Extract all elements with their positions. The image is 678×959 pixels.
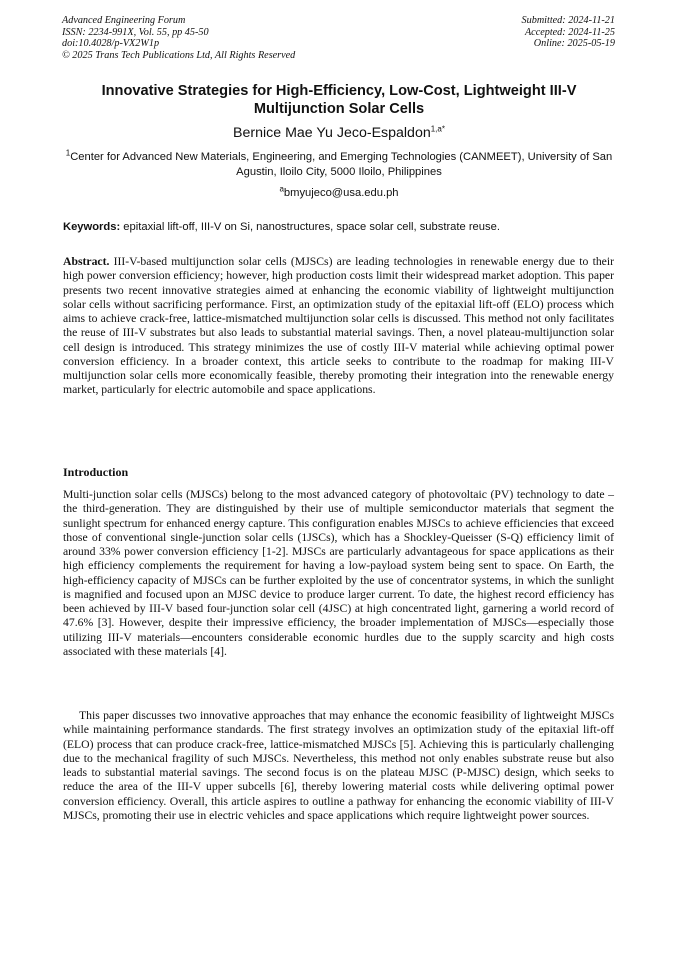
paper-title: Innovative Strategies for High-Efficiency, Low-Cost, Lightweight III-V Multijunction Solar Cells (101, 83, 577, 117)
author-superscript: 1,a* (430, 124, 445, 134)
abstract (63, 255, 614, 398)
affiliation-superscript: 1 (65, 148, 71, 158)
email-text: bmyujeco@usa.edu.ph (283, 187, 399, 199)
keywords (63, 220, 617, 234)
online-date: Online: 2025-05-19 (533, 38, 615, 50)
copyright-info: © 2025 Trans Tech Publications Ltd, All Rights Reserved (62, 49, 296, 61)
abstract-text: III-V-based multijunction solar cells (MJSCs) are leading technologies in renewable energy due to their high power conversion efficiency; however, high production costs limit their widespread market adoption. This paper presents two recent innovative strategies aimed at enhancing the economic viability of lightweight multijunction solar cells without sacrificing performance. First, an optimization study of the epitaxial lift-off (ELO) process which aims to achieve crack-free, lattice-mismatched multijunction solar cells is discussed. This method not only facilitates the reuse of III-V substrates but also leads to substantial material savings. Then, a novel plateau-multijunction solar cell design is introduced. This strategy minimizes the use of costly III-V material while achieving optimal power conversion efficiency. In a broader context, this article seeks to contribute to the roadmap for making III-V multijunction solar cells more economically feasible, thereby promoting their integration into the renewable energy market, particularly for electric automobile and space applications. (63, 255, 614, 397)
author-line (62, 124, 616, 142)
introduction-paragraph-2-text: This paper discusses two innovative approaches that may enhance the economic feasibility of lightweight MJSCs while maintaining performance standards. The first strategy involves an optimization study of the epitaxial lift-off (ELO) process that can produce crack-free, lattice-mismatched MJSCs [5]. Achieving this is particularly challenging due to the mechanical fragility of such MJSCs. Nevertheless, this method not only enables substrate reuse but also leads to substantial material savings. The second focus is on the plateau MJSC (P-MJSC) design, which seeks to reduce the area of the III-V upper subcells [6], thereby lowering material costs while delivering optimal power conversion efficiency. Overall, this article aspires to outline a pathway for enhancing the economic viability of III-V MJSCs, promoting their use in electric vehicles and space applications which require lightweight power sources. (63, 709, 614, 822)
introduction-paragraph-1-text: Multi-junction solar cells (MJSCs) belong to the most advanced category of photovoltaic (PV) technology to date – the third-generation. They are distinguished by their use of multiple semiconductor materials that segment the sunlight spectrum for enhanced energy capture. This configuration enables MJSCs to achieve efficiencies that exceed those of conventional single-junction solar cells (1JSCs), which has a Shockley-Queisser (S-Q) efficiency limit of around 33% power conversion efficiency [1-2]. MJSCs are particularly advantageous for space applications as their high efficiency complements the requirement for having a low-payload system being sent to space. On Earth, the high-efficiency capacity of MJSCs can be further exploited by the use of concentrator systems, in which the sunlight is magnified and focused upon an MJSC device to produce larger current. To date, the highest record efficiency has been achieved by III-V based four-junction solar cell (4JSC) at high concentrated light, garnering a world record of 47.6% [3]. However, despite their impressive efficiency, the broader implementation of MJSCs—especially those utilizing III-V materials—encounters considerable economic hurdles due to the supply scarcity and high costs associated with these materials [4]. (63, 488, 614, 658)
introduction-paragraph-2 (63, 709, 614, 823)
introduction-paragraph-1 (63, 488, 614, 659)
submitted-date: Submitted: 2024-11-21 (521, 15, 615, 26)
abstract-label: Abstract. (63, 255, 110, 268)
email-superscript: a (279, 184, 284, 194)
issn-info: ISSN: 2234-991X, Vol. 55, pp 45-50 (62, 26, 209, 38)
keywords-label: Keywords: (63, 221, 121, 233)
author-email (62, 186, 616, 200)
author-name: Bernice Mae Yu Jeco-Espaldon (233, 125, 431, 141)
accepted-date: Accepted: 2024-11-25 (524, 26, 615, 38)
journal-header-right (522, 15, 615, 50)
doi-info: doi:10.4028/p-VX2W1p (62, 38, 160, 50)
journal-name: Advanced Engineering Forum (62, 15, 186, 26)
affiliation (62, 150, 616, 179)
introduction-heading: Introduction (63, 465, 129, 479)
affiliation-text: Center for Advanced New Materials, Engineering, and Emerging Technologies (CANMEET), University of San Agustin, Iloilo City, 5000 Iloilo, Philippines (70, 151, 613, 178)
journal-header-left (62, 15, 295, 61)
keywords-text: epitaxial lift-off, III-V on Si, nanostructures, space solar cell, substrate reuse. (120, 221, 500, 233)
